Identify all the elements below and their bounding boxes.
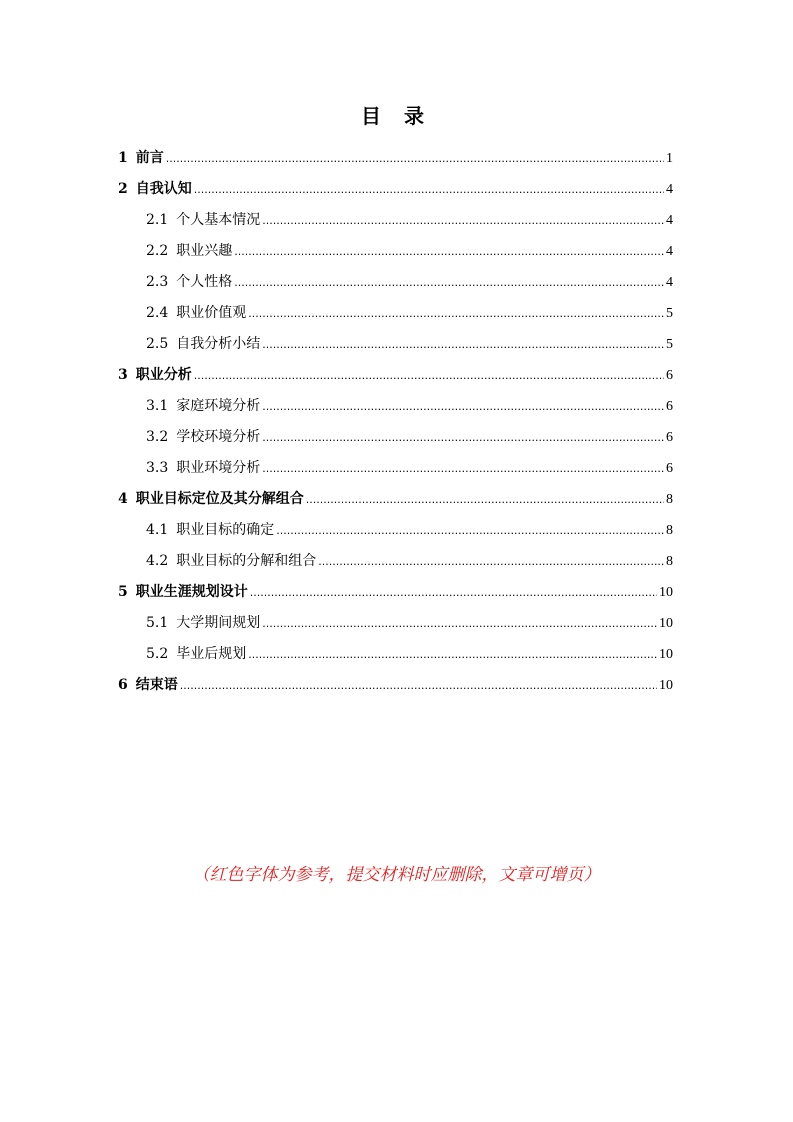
toc-entry-title: 毕业后规划	[176, 646, 247, 662]
toc-entry-section[interactable]	[118, 422, 673, 453]
toc-entry-chapter[interactable]	[118, 670, 673, 701]
toc-title: 目 录	[361, 104, 432, 128]
toc-dot-leader	[234, 236, 664, 267]
toc-dot-leader	[194, 174, 664, 205]
toc-dot-leader	[262, 329, 664, 360]
toc-entry-title: 学校环境分析	[176, 429, 261, 445]
toc-dot-leader	[318, 546, 664, 577]
toc-entry-page-number: 4	[666, 182, 673, 197]
toc-entry-page-number: 8	[666, 554, 673, 569]
toc-entry-chapter[interactable]	[118, 174, 673, 205]
toc-dot-leader	[262, 453, 664, 484]
toc-entry-section[interactable]	[118, 453, 673, 484]
toc-entry-page-number: 1	[666, 151, 673, 166]
toc-dot-leader	[262, 391, 664, 422]
toc-dot-leader	[276, 515, 664, 546]
toc-entry-page-number: 6	[666, 399, 673, 414]
red-reference-note: （红色字体为参考，提交材料时应删除，文章可增页）	[192, 865, 601, 885]
toc-entry-number: 4.2	[146, 553, 169, 569]
toc-entry-number: 4.1	[146, 522, 169, 538]
toc-entry-number: 2	[118, 181, 128, 197]
toc-entry-title: 结束语	[135, 677, 178, 693]
toc-entry-number: 5	[118, 584, 128, 600]
toc-entry-number: 5.2	[146, 646, 169, 662]
toc-entry-title: 大学期间规划	[176, 615, 261, 631]
toc-entry-title: 职业环境分析	[176, 460, 261, 476]
toc-entry-page-number: 6	[666, 368, 673, 383]
toc-entry-section[interactable]	[118, 205, 673, 236]
toc-entry-page-number: 4	[666, 213, 673, 228]
toc-entry-page-number: 5	[666, 306, 673, 321]
toc-entry-chapter[interactable]	[118, 484, 673, 515]
toc-entry-number: 3.1	[146, 398, 169, 414]
toc-entry-page-number: 8	[666, 523, 673, 538]
toc-entry-number: 2.3	[146, 274, 169, 290]
toc-entry-section[interactable]	[118, 329, 673, 360]
toc-entry-title: 前言	[135, 150, 164, 166]
toc-entry-number: 1	[118, 150, 128, 166]
toc-entry-section[interactable]	[118, 236, 673, 267]
toc-dot-leader	[262, 422, 664, 453]
toc-entry-title: 个人性格	[176, 274, 233, 290]
toc-dot-leader	[262, 608, 657, 639]
toc-entry-title: 自我认知	[135, 181, 192, 197]
toc-entry-page-number: 8	[666, 492, 673, 507]
toc-entry-section[interactable]	[118, 267, 673, 298]
toc-entry-chapter[interactable]	[118, 360, 673, 391]
toc-dot-leader	[306, 484, 664, 515]
toc-entry-title: 职业价值观	[176, 305, 247, 321]
toc-entry-title: 个人基本情况	[176, 212, 261, 228]
table-of-contents	[118, 143, 673, 701]
toc-entry-page-number: 10	[659, 616, 673, 631]
toc-entry-page-number: 10	[659, 585, 673, 600]
toc-entry-number: 5.1	[146, 615, 169, 631]
toc-entry-section[interactable]	[118, 515, 673, 546]
toc-dot-leader	[180, 670, 657, 701]
toc-entry-number: 6	[118, 677, 128, 693]
toc-entry-title: 自我分析小结	[176, 336, 261, 352]
toc-entry-title: 职业目标定位及其分解组合	[135, 491, 304, 507]
toc-entry-number: 3	[118, 367, 128, 383]
toc-entry-section[interactable]	[118, 298, 673, 329]
toc-entry-title: 职业兴趣	[176, 243, 233, 259]
toc-dot-leader	[194, 360, 664, 391]
toc-entry-section[interactable]	[118, 391, 673, 422]
toc-entry-number: 4	[118, 491, 128, 507]
toc-entry-title: 职业目标的确定	[176, 522, 275, 538]
toc-entry-page-number: 6	[666, 461, 673, 476]
toc-entry-chapter[interactable]	[118, 143, 673, 174]
toc-dot-leader	[234, 267, 664, 298]
toc-entry-page-number: 4	[666, 275, 673, 290]
toc-entry-page-number: 10	[659, 647, 673, 662]
toc-dot-leader	[262, 205, 664, 236]
toc-entry-number: 3.2	[146, 429, 169, 445]
toc-entry-section[interactable]	[118, 546, 673, 577]
toc-entry-page-number: 10	[659, 678, 673, 693]
toc-entry-section[interactable]	[118, 639, 673, 670]
toc-entry-chapter[interactable]	[118, 577, 673, 608]
toc-entry-page-number: 4	[666, 244, 673, 259]
toc-entry-number: 3.3	[146, 460, 169, 476]
toc-entry-number: 2.2	[146, 243, 169, 259]
toc-entry-title: 家庭环境分析	[176, 398, 261, 414]
toc-entry-number: 2.5	[146, 336, 169, 352]
toc-entry-section[interactable]	[118, 608, 673, 639]
toc-entry-number: 2.4	[146, 305, 169, 321]
toc-dot-leader	[250, 577, 657, 608]
toc-dot-leader	[248, 639, 657, 670]
toc-dot-leader	[166, 143, 664, 174]
toc-entry-title: 职业分析	[135, 367, 192, 383]
toc-dot-leader	[248, 298, 664, 329]
toc-entry-title: 职业生涯规划设计	[135, 584, 248, 600]
toc-entry-page-number: 6	[666, 430, 673, 445]
toc-entry-title: 职业目标的分解和组合	[176, 553, 317, 569]
toc-entry-number: 2.1	[146, 212, 169, 228]
toc-entry-page-number: 5	[666, 337, 673, 352]
